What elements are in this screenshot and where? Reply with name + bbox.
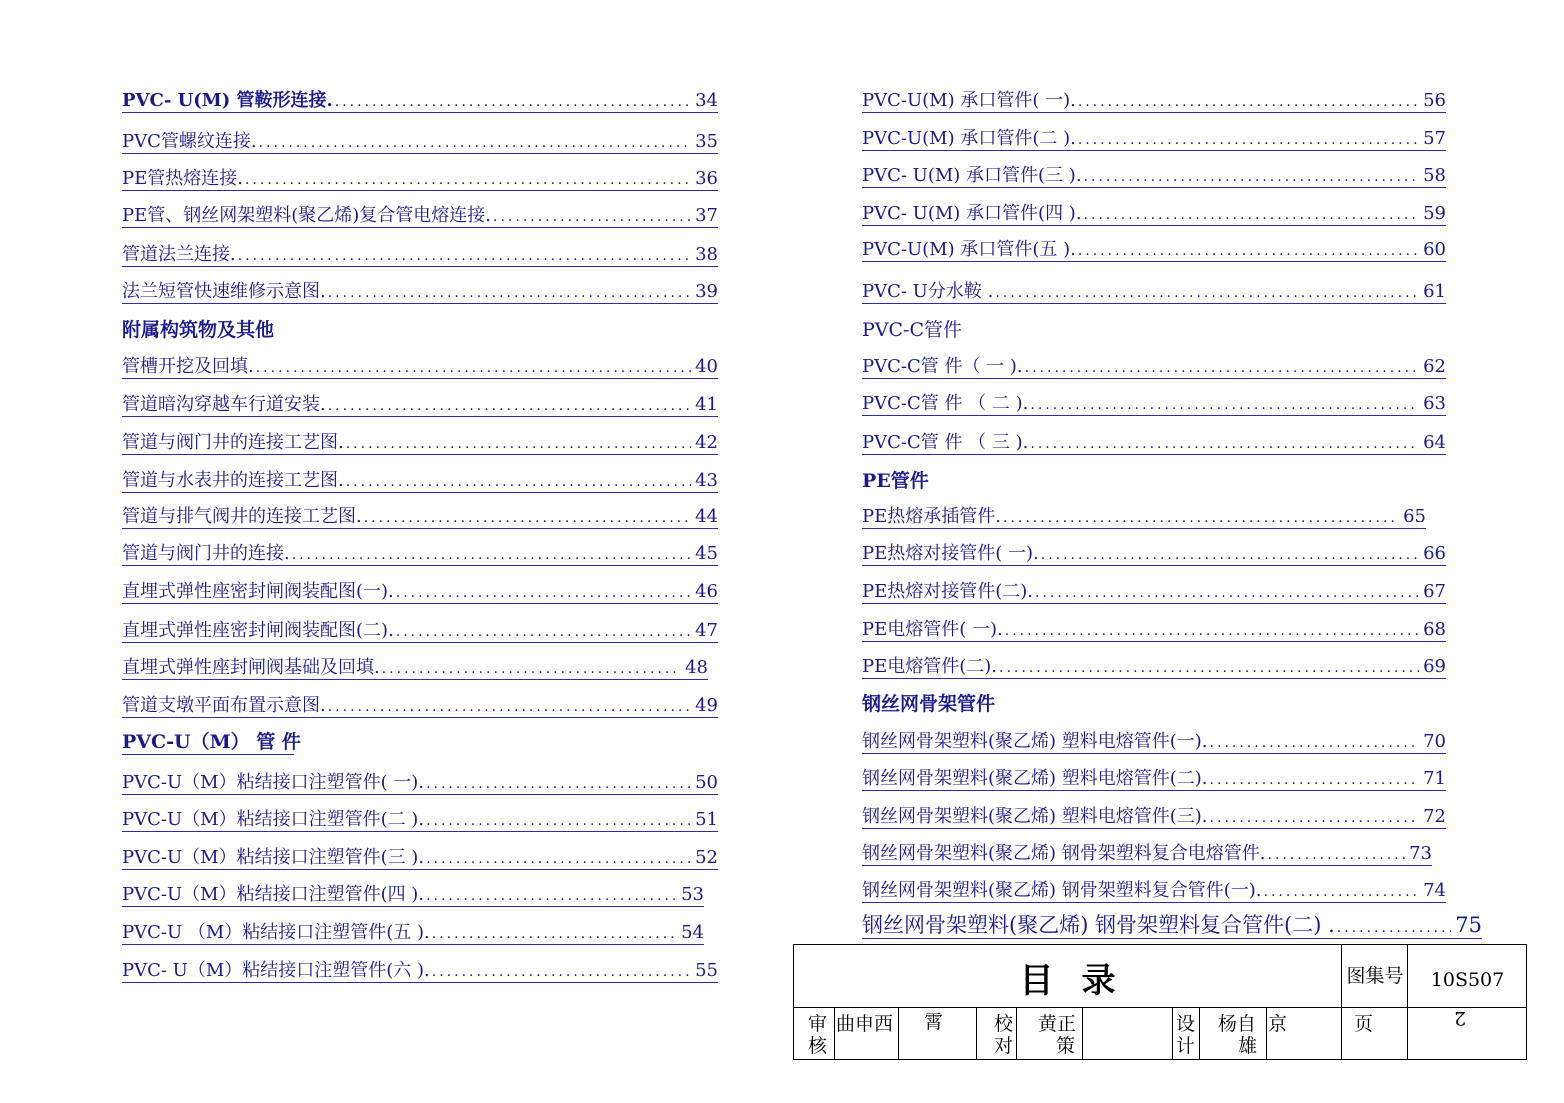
toc-entry-title: PVC- U（M）粘结接口注塑管件(六 ). (122, 960, 430, 981)
toc-entry-link[interactable] (122, 205, 718, 228)
toc-leader-dots (346, 472, 691, 492)
toc-leader-dots (256, 358, 691, 378)
toc-entry-title: PVC-U（M）粘结接口注塑管件(四 ). (122, 884, 425, 905)
toc-leader-dots (238, 246, 691, 266)
toc-page-number: 56 (1423, 90, 1446, 111)
checker-name-2: 策 (1056, 1035, 1076, 1057)
toc-entry-link[interactable] (862, 393, 1446, 416)
toc-page-number: 47 (695, 620, 718, 641)
toc-leader-dots (426, 774, 691, 794)
toc-leader-dots (1084, 205, 1420, 225)
toc-entry-title: PE管、钢丝网架塑料(聚乙烯)复合管电熔连接. (122, 205, 492, 226)
toc-entry-title: PVC-C管 件 （ 三 ). (862, 432, 1029, 453)
title-block-vline (1172, 1007, 1173, 1059)
toc-entry-title: 法兰短管快速维修示意图. (122, 281, 326, 302)
toc-entry-link[interactable] (122, 470, 718, 493)
toc-leader-dots (328, 697, 691, 717)
toc-page-number: 60 (1423, 239, 1446, 260)
toc-leader-dots (292, 545, 691, 565)
toc-leader-dots (432, 924, 677, 944)
toc-leader-dots (1025, 358, 1419, 378)
toc-page-number: 37 (695, 205, 718, 226)
toc-entry-link[interactable] (862, 912, 1482, 939)
toc-leader-dots (346, 434, 691, 454)
toc-section-heading: 钢丝网骨架管件 (862, 693, 996, 715)
toc-entry-title: 管道与阀门井的连接. (122, 543, 290, 564)
toc-entry-title: 钢丝网骨架塑料(聚乙烯) 钢骨架塑料复合电熔管件. (862, 843, 1266, 864)
check-label: 校 (994, 1013, 1014, 1035)
toc-page-number: 66 (1423, 543, 1446, 564)
page-label: 页 (1354, 1013, 1374, 1035)
toc-page-number: 72 (1423, 806, 1446, 827)
toc-entry-link[interactable] (862, 581, 1446, 604)
toc-page-number: 68 (1423, 619, 1446, 640)
toc-entry-link[interactable] (862, 239, 1446, 262)
toc-entry-link[interactable] (122, 581, 718, 604)
toc-page-number: 45 (695, 543, 718, 564)
toc-leader-dots (396, 622, 691, 642)
toc-entry-title: PE热熔对接管件( 一). (862, 543, 1039, 564)
toc-leader-dots (1078, 92, 1419, 112)
toc-entry-link[interactable] (862, 843, 1432, 866)
toc-entry-link[interactable] (122, 657, 708, 680)
toc-entry-link[interactable] (122, 695, 718, 718)
toc-page-number: 34 (695, 90, 718, 111)
toc-entry-link[interactable] (122, 281, 718, 304)
toc-entry-title: PE电熔管件( 一). (862, 619, 1003, 640)
toc-entry-title: PVC-C管 件 （ 二 ). (862, 393, 1029, 414)
toc-entry-link[interactable] (862, 731, 1446, 754)
title-block-vline (976, 1007, 977, 1059)
toc-entry-link[interactable] (862, 806, 1446, 829)
toc-page-number: 54 (681, 922, 704, 943)
toc-entry-title: PVC-U(M) 承口管件(二 ). (862, 128, 1076, 149)
toc-entry-link[interactable] (122, 620, 718, 643)
toc-entry-link[interactable] (122, 131, 718, 154)
toc-page-number: 63 (1423, 393, 1446, 414)
atlas-number: 10S507 (1430, 969, 1505, 991)
toc-entry-title: 钢丝网骨架塑料(聚乙烯) 塑料电熔管件(三). (862, 806, 1208, 827)
toc-page-number: 35 (695, 131, 718, 152)
toc-entry-link[interactable] (862, 203, 1446, 226)
toc-leader-dots (1041, 545, 1419, 565)
toc-entry-title: PVC管螺纹连接. (122, 131, 257, 152)
toc-page-number: 75 (1455, 913, 1482, 937)
title-block-vline (1341, 945, 1342, 1059)
toc-leader-dots (995, 283, 1419, 303)
toc-entry-title: 钢丝网骨架塑料(聚乙烯) 塑料电熔管件(二). (862, 768, 1208, 789)
toc-page-number: 41 (695, 394, 718, 415)
toc-leader-dots (1268, 845, 1406, 865)
toc-leader-dots (1084, 167, 1420, 187)
toc-entry-title: 管道与排气阀井的连接工艺图. (122, 506, 362, 527)
toc-entry-link[interactable] (862, 619, 1446, 642)
toc-section-heading: PE管件 (862, 470, 929, 492)
toc-leader-dots (245, 170, 691, 190)
toc-leader-dots (426, 886, 677, 906)
toc-entry-link[interactable] (862, 281, 1446, 304)
toc-leader-dots (426, 849, 691, 869)
toc-leader-dots (335, 92, 691, 112)
toc-leader-dots (1030, 434, 1419, 454)
toc-entry-link[interactable] (122, 506, 718, 529)
toc-leader-dots (1210, 808, 1420, 828)
toc-entry-title: 钢丝网骨架塑料(聚乙烯) 钢骨架塑料复合管件(一). (862, 880, 1262, 901)
toc-entry-link[interactable] (862, 432, 1446, 455)
toc-page-number: 42 (695, 432, 718, 453)
toc-entry-title: PVC-U（M）粘结接口注塑管件(二 ). (122, 809, 425, 830)
checker-name: 黄正 (1038, 1013, 1077, 1035)
title-block-vline (1082, 1007, 1083, 1059)
toc-entry-title: PVC- U(M) 承口管件(四 ). (862, 203, 1082, 224)
toc-leader-dots (432, 962, 691, 982)
toc-leader-dots (1210, 770, 1420, 790)
reviewer-name: 曲申西 (836, 1013, 894, 1035)
check-label-2: 对 (994, 1035, 1014, 1057)
title-block-vline (834, 1007, 835, 1059)
toc-leader-dots (1035, 583, 1419, 603)
title-block-vline (898, 1007, 899, 1059)
toc-entry-title: PVC- U(M) 管鞍形连接. (122, 90, 333, 111)
page-number-value: 2 (1454, 1007, 1467, 1029)
toc-page-number: 69 (1423, 656, 1446, 677)
document-title: 目录 (1019, 961, 1144, 1001)
toc-entry-title: PE热熔对接管件(二). (862, 581, 1034, 602)
toc-leader-dots (999, 658, 1419, 678)
toc-page-number: 48 (685, 657, 708, 678)
toc-entry-title: PVC-U（M）粘结接口注塑管件( 一). (122, 772, 425, 793)
title-block-vline (1016, 1007, 1017, 1059)
toc-entry-link[interactable] (122, 772, 718, 795)
toc-entry-link[interactable] (862, 356, 1446, 379)
toc-page-number: 38 (695, 244, 718, 265)
toc-leader-dots (1005, 621, 1419, 641)
toc-leader-dots (328, 396, 691, 416)
title-block-vline (1199, 1007, 1200, 1059)
toc-leader-dots (493, 207, 691, 227)
design-label: 设 (1176, 1013, 1196, 1035)
toc-page-number: 43 (695, 470, 718, 491)
toc-entry-link[interactable] (122, 356, 718, 379)
toc-page-number: 61 (1423, 281, 1446, 302)
toc-page-number: 65 (1403, 506, 1426, 527)
toc-page-number: 46 (695, 581, 718, 602)
toc-page-number: 36 (695, 168, 718, 189)
designer-signature: 京 (1268, 1013, 1288, 1035)
toc-page-number: 39 (695, 281, 718, 302)
toc-page-number: 58 (1423, 165, 1446, 186)
toc-entry-link[interactable] (122, 244, 718, 267)
toc-leader-dots (1078, 241, 1419, 261)
toc-page-number: 71 (1423, 768, 1446, 789)
toc-entry-title: 管道暗沟穿越车行道安装. (122, 394, 326, 415)
toc-entry-title: 管道与阀门井的连接工艺图. (122, 432, 344, 453)
toc-page-number: 44 (695, 506, 718, 527)
page-number (1454, 1007, 1466, 1029)
toc-entry-link[interactable] (122, 847, 718, 870)
toc-entry-title: 管槽开挖及回填. (122, 356, 254, 377)
toc-page-number: 40 (695, 356, 718, 377)
toc-entry-title: 钢丝网骨架塑料(聚乙烯) 塑料电熔管件(一). (862, 731, 1208, 752)
toc-page-number: 52 (695, 847, 718, 868)
toc-entry-title: 直埋式弹性座密封闸阀装配图(一). (122, 581, 394, 602)
designer-name-2: 雄 (1238, 1035, 1258, 1057)
toc-entry-link[interactable] (122, 168, 718, 191)
toc-entry-link[interactable] (862, 768, 1446, 791)
title-block-vline (1266, 1007, 1267, 1059)
toc-entry-link[interactable] (862, 165, 1446, 188)
toc-entry-link[interactable] (122, 809, 718, 832)
title-block (793, 944, 1527, 1060)
toc-entry-title: 管道与水表井的连接工艺图. (122, 470, 344, 491)
toc-entry-title: PE电熔管件(二). (862, 656, 998, 677)
toc-leader-dots (426, 811, 691, 831)
toc-page-number: 64 (1423, 432, 1446, 453)
toc-page-number: 73 (1409, 843, 1432, 864)
toc-section-heading: PVC-U（M） 管 件 (122, 731, 301, 753)
designer-name: 杨自 (1218, 1013, 1257, 1035)
toc-page-number: 62 (1423, 356, 1446, 377)
design-label-2: 计 (1176, 1035, 1196, 1057)
toc-entry-link[interactable] (122, 884, 704, 907)
toc-leader-dots (1030, 395, 1419, 415)
title-block-divider (794, 1007, 1526, 1008)
review-label-2: 核 (808, 1035, 828, 1057)
toc-leader-dots (1003, 508, 1399, 528)
title-block-vline (1407, 945, 1408, 1059)
toc-entry-title: 管道法兰连接. (122, 244, 236, 265)
toc-leader-dots (328, 283, 691, 303)
toc-page-number: 74 (1423, 880, 1446, 901)
reviewer-signature: 霄 (924, 1011, 944, 1033)
toc-entry-link[interactable] (122, 90, 718, 113)
toc-page-number: 57 (1423, 128, 1446, 149)
toc-leader-dots (396, 583, 691, 603)
toc-entry-link[interactable] (122, 922, 704, 945)
toc-entry-link[interactable] (862, 656, 1446, 679)
toc-entry-link[interactable] (862, 506, 1426, 529)
toc-entry-title: PE管热熔连接. (122, 168, 243, 189)
toc-leader-dots (1337, 918, 1451, 938)
toc-entry-title: PVC-U（M）粘结接口注塑管件(三 ). (122, 847, 425, 868)
toc-entry-title: PVC- U(M) 承口管件(三 ). (862, 165, 1082, 186)
toc-entry-link[interactable] (862, 880, 1446, 903)
toc-entry-link[interactable] (862, 128, 1446, 151)
toc-entry-title: PVC-C管 件（ 一 ). (862, 356, 1023, 377)
toc-entry-link[interactable] (122, 432, 718, 455)
toc-entry-link[interactable] (862, 90, 1446, 113)
toc-entry-title: 管道支墩平面布置示意图. (122, 695, 326, 716)
toc-entry-link[interactable] (862, 543, 1446, 566)
toc-page-number: 51 (695, 809, 718, 830)
toc-entry-title: 直埋式弹性座封闸阀基础及回填. (122, 657, 380, 678)
toc-leader-dots (382, 659, 681, 679)
toc-entry-title: 钢丝网骨架塑料(聚乙烯) 钢骨架塑料复合管件(二) . (862, 913, 1335, 937)
toc-entry-link[interactable] (122, 394, 718, 417)
toc-page-number: 49 (695, 695, 718, 716)
toc-entry-link[interactable] (122, 960, 718, 983)
toc-leader-dots (1078, 130, 1419, 150)
toc-leader-dots (259, 133, 691, 153)
toc-entry-title: 直埋式弹性座密封闸阀装配图(二). (122, 620, 394, 641)
toc-page-number: 50 (695, 772, 718, 793)
toc-page-number: 70 (1423, 731, 1446, 752)
toc-entry-title: PVC-U （M）粘结接口注塑管件(五 ). (122, 922, 430, 943)
toc-leader-dots (1210, 733, 1420, 753)
toc-section-heading: 附属构筑物及其他 (122, 319, 275, 341)
toc-entry-link[interactable] (122, 543, 718, 566)
toc-page-number: 59 (1423, 203, 1446, 224)
toc-leader-dots (1264, 882, 1420, 902)
toc-page-number: 55 (695, 960, 718, 981)
toc-entry-title: PVC-U(M) 承口管件(五 ). (862, 239, 1076, 260)
toc-section-heading: PVC-C管件 (862, 319, 963, 341)
toc-entry-title: PVC-U(M) 承口管件( 一). (862, 90, 1076, 111)
toc-page-number: 53 (681, 884, 704, 905)
atlas-number-label: 图集号 (1346, 965, 1404, 987)
toc-page-number: 67 (1423, 581, 1446, 602)
toc-entry-title: PE热熔承插管件. (862, 506, 1001, 527)
toc-leader-dots (364, 508, 691, 528)
toc-entry-title: PVC- U分水鞍 . (862, 281, 994, 302)
review-label: 审 (808, 1013, 828, 1035)
